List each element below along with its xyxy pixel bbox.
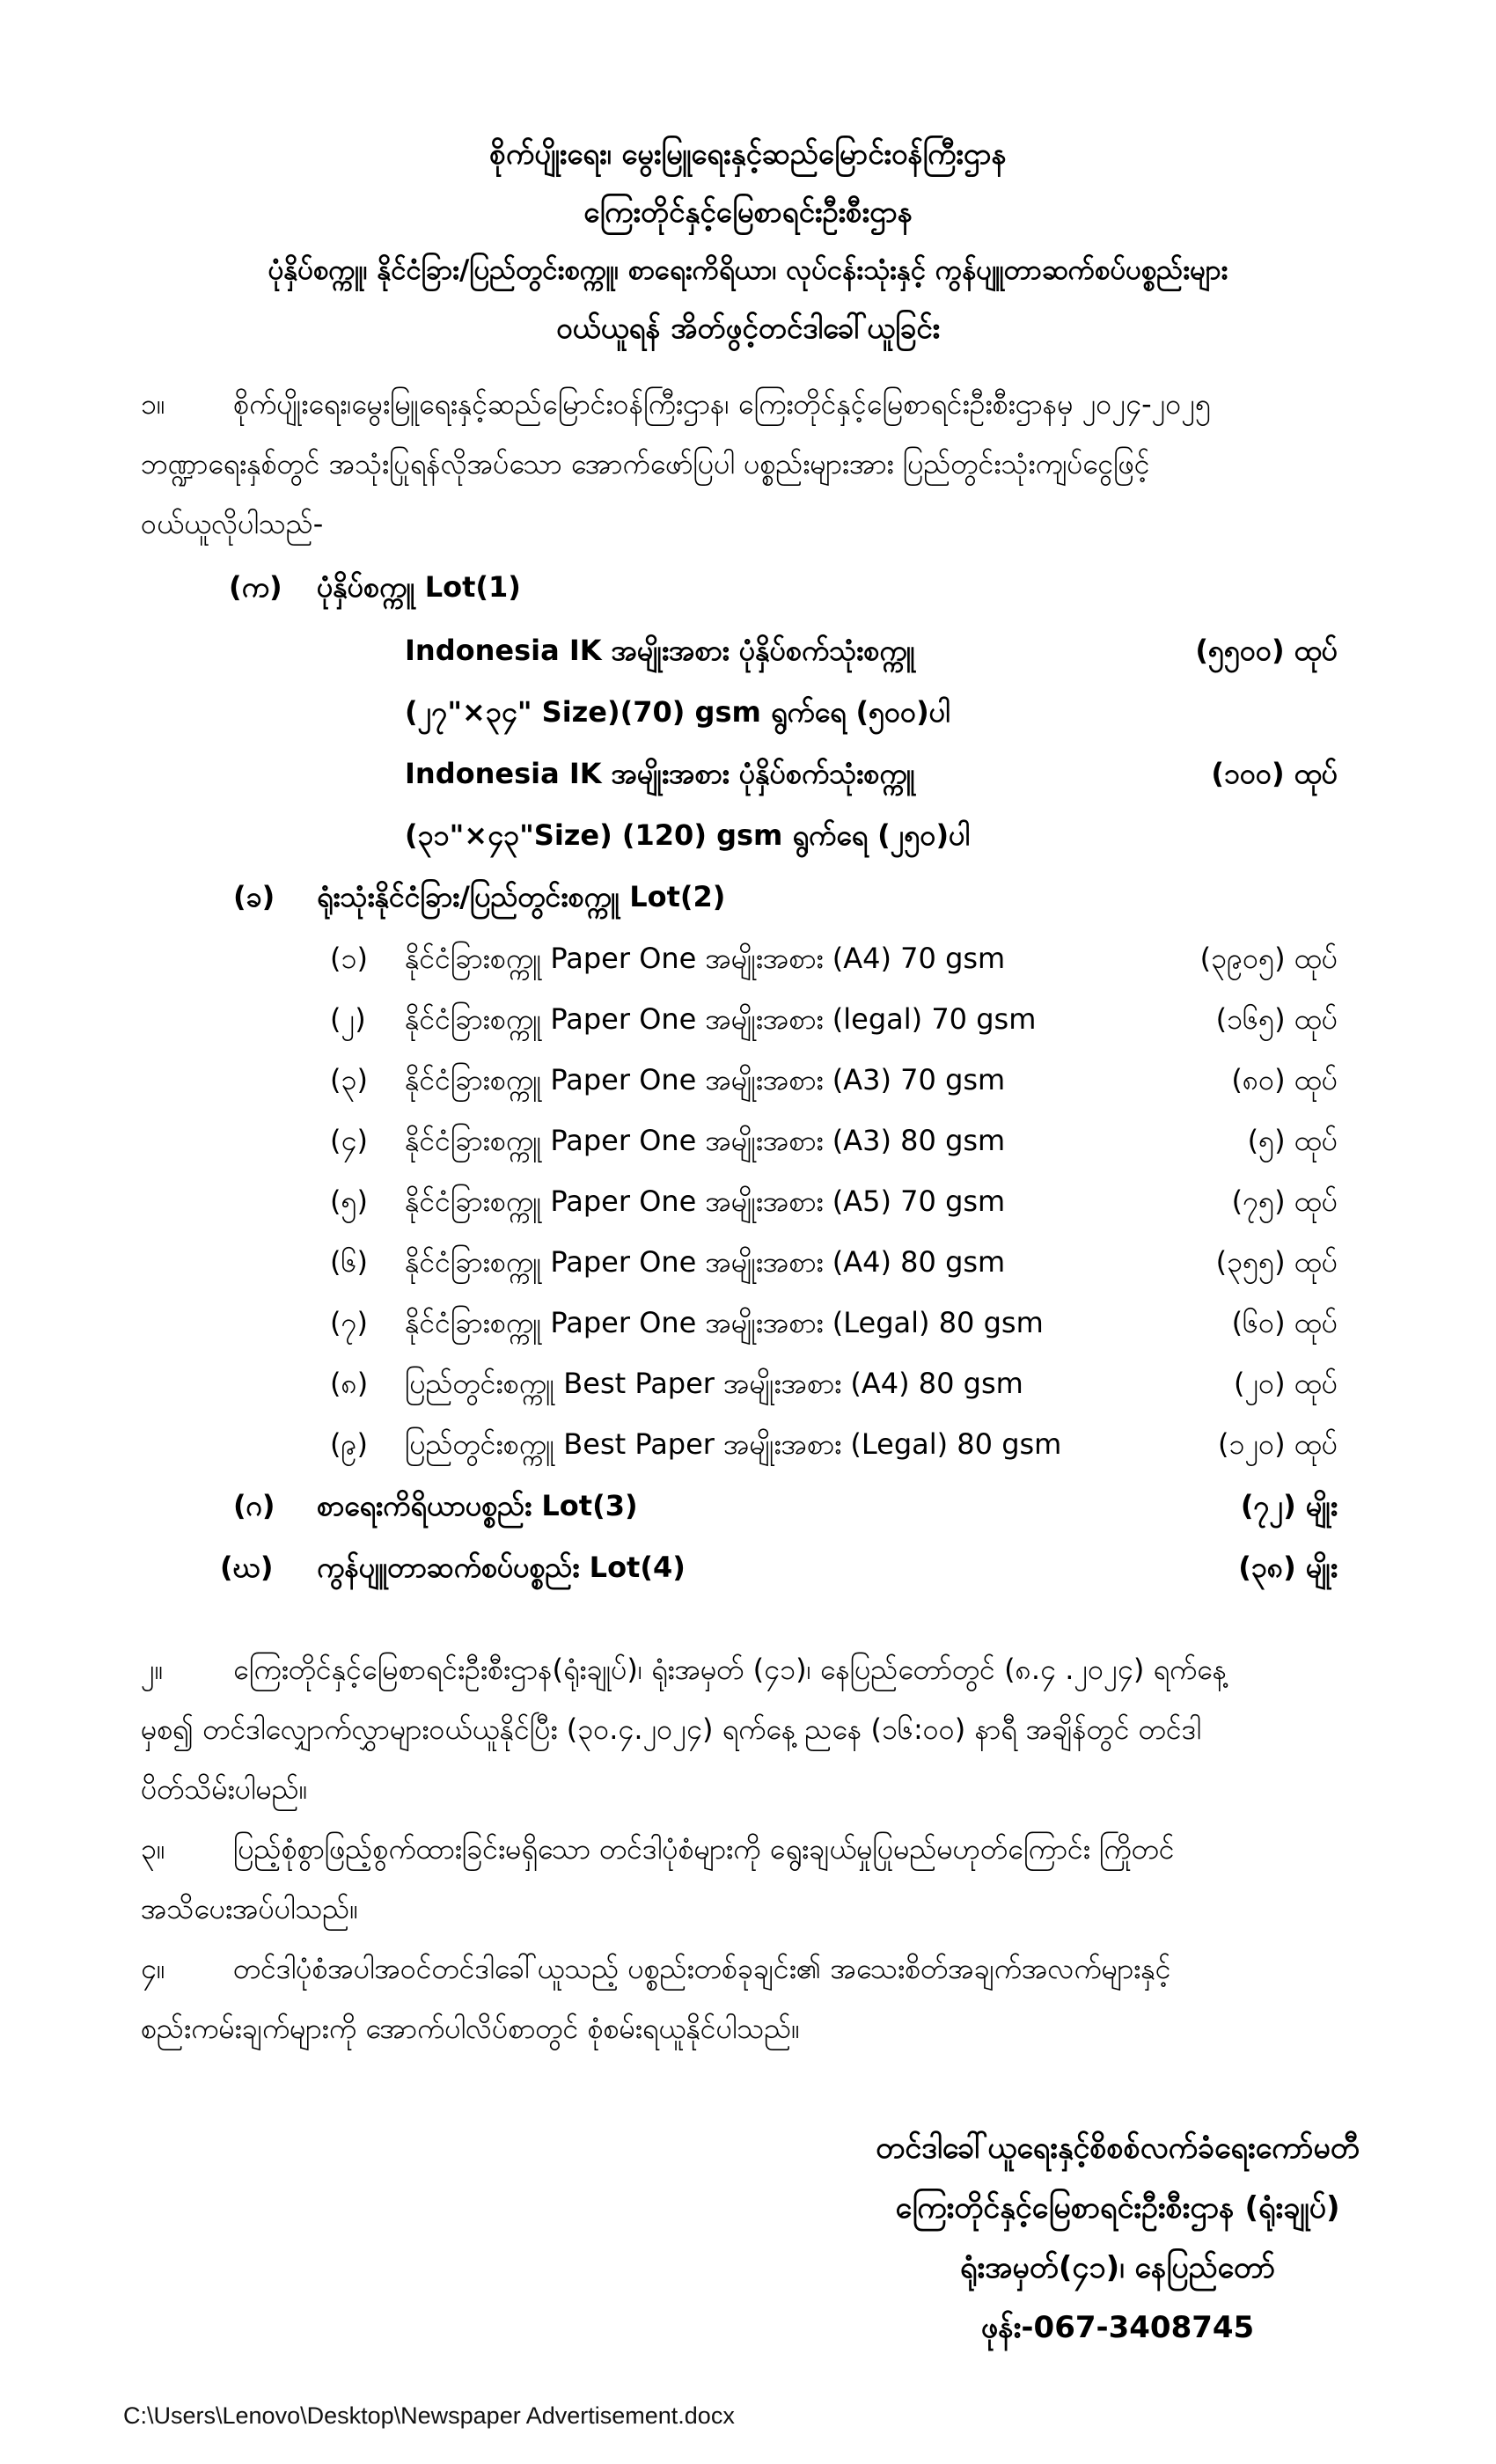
- lot2-item-desc: နိုင်ငံခြားစက္ကူ Paper One အမျိုးအစား (Legal) 80 gsm: [405, 1306, 1044, 1339]
- lot2-item-desc: နိုင်ငံခြားစက္ကူ Paper One အမျိုးအစား (legal) 70 gsm: [405, 1002, 1037, 1036]
- lot1-item1-qty: (၅၅၀၀) ထုပ်: [1195, 634, 1338, 667]
- lot2-item-number: (၆): [330, 1245, 368, 1279]
- lot2-item-desc: နိုင်ငံခြားစက္ကူ Paper One အမျိုးအစား (A5) 70 gsm: [405, 1184, 1006, 1218]
- lot4-qty: (၃၈) မျိုး: [1238, 1551, 1338, 1584]
- para1-line1: စိုက်ပျိုးရေး၊မွေးမြူရေးနှင့်ဆည်မြောင်းဝန်ကြီးဌာန၊ ကြေးတိုင်နှင့်မြေစာရင်းဦးစီးဌာနမှ ၂၀၂၄-၂၀၂၅: [233, 387, 1212, 421]
- para1-line3: ဝယ်ယူလိုပါသည်-: [141, 507, 324, 540]
- department-hq: ကြေးတိုင်နှင့်မြေစာရင်းဦးစီးဌာန (ရုံးချုပ်): [895, 2190, 1340, 2226]
- lot2-item-number: (၅): [330, 1184, 368, 1218]
- office-address: ရုံးအမှတ်(၄၁)၊ နေပြည်တော်: [959, 2250, 1275, 2285]
- para3-line2: အသိပေးအပ်ပါသည်။: [141, 1892, 359, 1925]
- department-title: ကြေးတိုင်နှင့်မြေစာရင်းဦးစီးဌာန: [583, 194, 913, 229]
- tender-subject-line: ပုံနှိပ်စက္ကူ၊ နိုင်ငံခြား/ပြည်တွင်းစက္ကူ၊ စာရေးကိရိယာ၊ လုပ်ငန်းသုံးနှင့် ကွန်ပျူတာဆက်စပ်ပစ္စည်းများ: [268, 254, 1228, 286]
- lot2-marker: (ခ): [233, 880, 275, 913]
- para4-line1: တင်ဒါပုံစံအပါအဝင်တင်ဒါခေါ်ယူသည့် ပစ္စည်းတစ်ခုချင်း၏ အသေးစိတ်အချက်အလက်များနှင့်: [233, 1952, 1171, 1985]
- para3-line1: ပြည့်စုံစွာဖြည့်စွက်ထားခြင်းမရှိသော တင်ဒါပုံစံများကို ရွေးချယ်မှုပြုမည်မဟုတ်ကြောင်း ကြိုတင်: [233, 1832, 1175, 1866]
- lot2-item-number: (၄): [330, 1124, 368, 1157]
- phone-number: ဖုန်း-067-3408745: [980, 2310, 1255, 2345]
- lot2-item-desc: နိုင်ငံခြားစက္ကူ Paper One အမျိုးအစား (A4) 70 gsm: [405, 942, 1006, 975]
- lot2-item-qty: (၂၀) ထုပ်: [1233, 1367, 1338, 1400]
- lot2-item-desc: နိုင်ငံခြားစက္ကူ Paper One အမျိုးအစား (A3) 70 gsm: [405, 1063, 1006, 1096]
- lot1-marker: (က): [229, 570, 282, 604]
- lot2-item-qty: (၃၉၀၅) ထုပ်: [1199, 942, 1338, 975]
- file-path-footer: C:\Users\Lenovo\Desktop\Newspaper Advertisement.docx: [123, 2402, 735, 2429]
- lot4-marker: (ဃ): [220, 1551, 274, 1584]
- para2-number: ၂။: [141, 1653, 164, 1686]
- lot3-qty: (၇၂) မျိုး: [1240, 1489, 1338, 1522]
- lot2-item-qty: (၆၀) ထုပ်: [1231, 1306, 1338, 1339]
- lot3-marker: (ဂ): [233, 1489, 275, 1522]
- lot1-item1-spec: (၂၇"×၃၄" Size)(70) gsm ရွက်ရေ (၅၀၀)ပါ: [405, 695, 950, 729]
- lot2-item-qty: (၃၅၅) ထုပ်: [1215, 1245, 1338, 1279]
- tender-heading: ဝယ်ယူရန် အိတ်ဖွင့်တင်ဒါခေါ်ယူခြင်း: [556, 311, 940, 345]
- para2-line3: ပိတ်သိမ်းပါမည်။: [141, 1772, 308, 1806]
- lot1-item2-spec: (၃၁"×၄၃"Size) (120) gsm ရွက်ရေ (၂၅၀)ပါ: [405, 818, 970, 852]
- lot2-item-qty: (၁၆၅) ထုပ်: [1215, 1002, 1338, 1036]
- para1-number: ၁။: [141, 387, 165, 421]
- lot2-item-desc: ပြည်တွင်းစက္ကူ Best Paper အမျိုးအစား (Legal) 80 gsm: [405, 1427, 1062, 1461]
- lot2-item-desc: ပြည်တွင်းစက္ကူ Best Paper အမျိုးအစား (A4) 80 gsm: [405, 1367, 1023, 1400]
- lot1-title: ပုံနှိပ်စက္ကူ Lot(1): [317, 570, 521, 604]
- lot2-item-number: (၈): [330, 1367, 369, 1400]
- lot1-item1-desc: Indonesia IK အမျိုးအစား ပုံနှိပ်စက်သုံးစက္ကူ: [405, 634, 915, 667]
- lot2-item-number: (၇): [330, 1306, 368, 1339]
- para2-line1: ကြေးတိုင်နှင့်မြေစာရင်းဦးစီးဌာန(ရုံးချုပ်)၊ ရုံးအမှတ် (၄၁)၊ နေပြည်တော်တွင် (၈.၄ .၂၀၂၄) ရက်နေ့: [233, 1653, 1228, 1686]
- para1-line2: ဘဏ္ဍာရေးနှစ်တွင် အသုံးပြုရန်လိုအပ်သော အောက်ဖော်ပြပါ ပစ္စည်းများအား ပြည်တွင်းသုံးကျပ်ငွေဖြင့်: [141, 447, 1150, 480]
- lot2-item-number: (၂): [330, 1002, 366, 1036]
- lot1-item2-desc: Indonesia IK အမျိုးအစား ပုံနှိပ်စက်သုံးစက္ကူ: [405, 757, 915, 790]
- lot2-item-number: (၉): [330, 1427, 368, 1461]
- lot1-item2-qty: (၁၀၀) ထုပ်: [1211, 757, 1338, 790]
- para2-line2: မှစ၍ တင်ဒါလျှောက်လွှာများဝယ်ယူနိုင်ပြီး (၃၀.၄.၂၀၂၄) ရက်နေ့ ညနေ (၁၆:၀၀) နာရီ အချိန်တွင် တင်ဒါ: [141, 1712, 1201, 1746]
- para3-number: ၃။: [141, 1832, 165, 1866]
- lot2-item-qty: (၁၂၀) ထုပ်: [1217, 1427, 1338, 1461]
- lot2-item-qty: (၈၀) ထုပ်: [1231, 1063, 1338, 1096]
- para4-number: ၄။: [141, 1952, 165, 1985]
- para4-line2: စည်းကမ်းချက်များကို အောက်ပါလိပ်စာတွင် စုံစမ်းရယူနိုင်ပါသည်။: [141, 2012, 800, 2045]
- lot2-item-number: (၃): [330, 1063, 368, 1096]
- lot3-title: စာရေးကိရိယာပစ္စည်း Lot(3): [317, 1489, 638, 1522]
- lot2-item-number: (၁): [330, 942, 368, 975]
- lot2-title: ရုံးသုံးနိုင်ငံခြား/ပြည်တွင်းစက္ကူ Lot(2): [317, 880, 726, 913]
- lot2-item-desc: နိုင်ငံခြားစက္ကူ Paper One အမျိုးအစား (A4) 80 gsm: [405, 1245, 1006, 1279]
- ministry-title: စိုက်ပျိုးရေး၊ မွေးမြူရေးနှင့်ဆည်မြောင်းဝန်ကြီးဌာန: [489, 136, 1007, 171]
- lot2-item-qty: (၇၅) ထုပ်: [1231, 1184, 1338, 1218]
- lot2-item-desc: နိုင်ငံခြားစက္ကူ Paper One အမျိုးအစား (A3) 80 gsm: [405, 1124, 1006, 1157]
- lot4-title: ကွန်ပျူတာဆက်စပ်ပစ္စည်း Lot(4): [317, 1551, 686, 1584]
- lot2-item-qty: (၅) ထုပ်: [1247, 1124, 1338, 1157]
- committee-name: တင်ဒါခေါ်ယူရေးနှင့်စိစစ်လက်ခံရေးကော်မတီ: [876, 2130, 1360, 2166]
